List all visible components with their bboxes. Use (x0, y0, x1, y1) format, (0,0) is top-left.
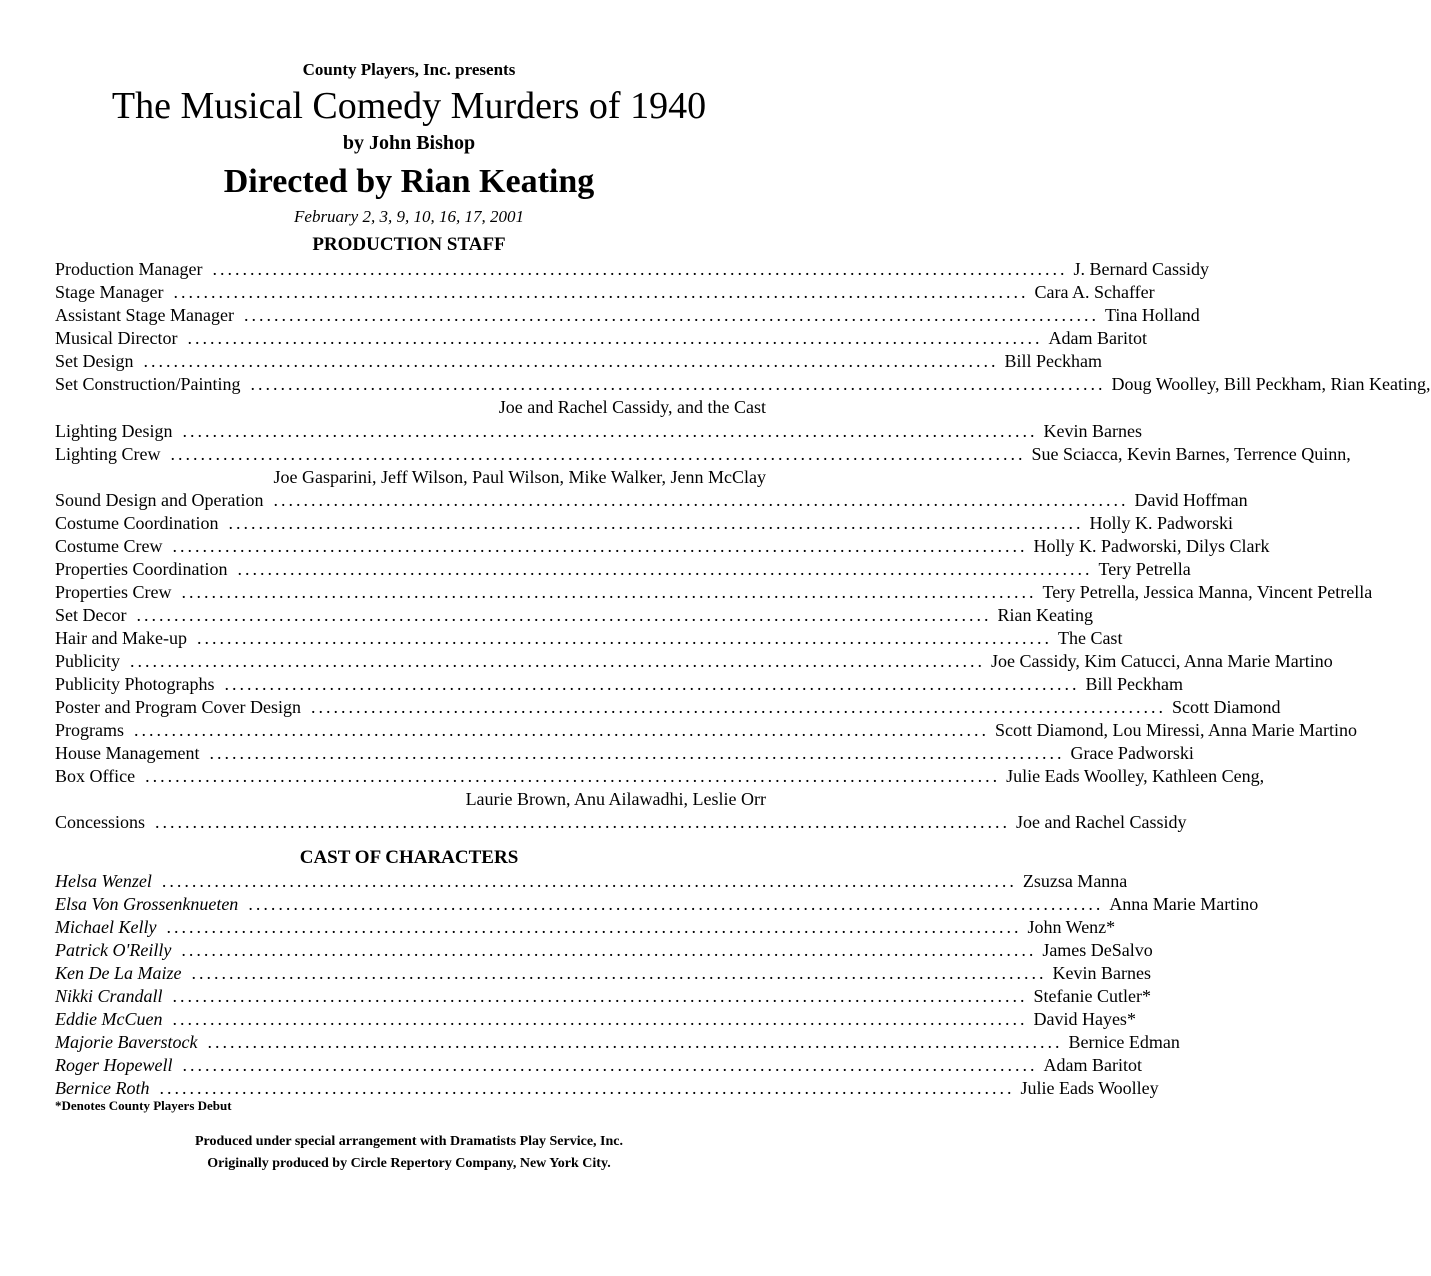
staff-name: Holly K. Padworski, Dilys Clark (1033, 536, 1270, 556)
character-name: Eddie McCuen (55, 1009, 163, 1029)
dot-leader: .................................................................................................................. (224, 674, 1080, 694)
staff-continuation: Joe Gasparini, Jeff Wilson, Paul Wilson, Mike Walker, Jenn McClay (273, 467, 766, 487)
character-name: Ken De La Maize (55, 963, 182, 983)
staff-role: Stage Manager (55, 282, 164, 302)
character-name: Elsa Von Grossenknueten (55, 894, 239, 914)
staff-role: House Management (55, 743, 200, 763)
staff-role: Box Office (55, 766, 136, 786)
cast-row (55, 1008, 1136, 1031)
dot-leader: .................................................................................................................. (243, 305, 1099, 325)
cast-row (55, 870, 1128, 893)
staff-role: Set Construction/Painting (55, 374, 241, 394)
dot-leader: .................................................................................................................. (187, 328, 1043, 348)
dot-leader: .................................................................................................................. (130, 651, 986, 671)
staff-name: Tina Holland (1104, 305, 1200, 325)
staff-role: Properties Crew (55, 582, 172, 602)
debut-note: *Denotes County Players Debut (55, 1098, 232, 1113)
staff-row (55, 489, 1248, 512)
cast-row (55, 962, 1151, 985)
staff-name: Tery Petrella (1098, 559, 1191, 579)
production-staff-heading: PRODUCTION STAFF (312, 234, 506, 255)
staff-row (55, 673, 1184, 696)
staff-row (55, 742, 1194, 765)
dot-leader: .................................................................................................................. (155, 812, 1010, 832)
staff-role: Musical Director (55, 328, 178, 348)
cast-row (55, 939, 1153, 962)
staff-name: Adam Baritot (1048, 328, 1147, 348)
staff-name: Cara A. Schaffer (1034, 282, 1155, 302)
staff-role: Set Design (55, 351, 134, 371)
dot-leader: .................................................................................................................. (136, 605, 992, 625)
staff-name: Bill Peckham (1004, 351, 1102, 371)
staff-name: J. Bernard Cassidy (1073, 259, 1209, 279)
cast-row (55, 985, 1151, 1008)
dot-leader: .................................................................................................................. (181, 582, 1037, 602)
staff-name: Bill Peckham (1085, 674, 1184, 694)
staff-row (55, 350, 1102, 373)
dot-leader: .................................................................................................................. (273, 490, 1129, 510)
author-line: by John Bishop (342, 132, 476, 154)
staff-role: Lighting Design (55, 421, 173, 441)
dot-leader: .................................................................................................................. (310, 697, 1166, 717)
staff-role: Set Decor (55, 605, 127, 625)
staff-row (55, 558, 1191, 581)
staff-name: Tery Petrella, Jessica Manna, Vincent Petrella (1042, 582, 1373, 602)
staff-row (55, 281, 1155, 304)
staff-row (55, 512, 1233, 535)
actor-name: Stefanie Cutler* (1033, 986, 1151, 1006)
cast-row (55, 1054, 1142, 1077)
staff-row (55, 420, 1142, 443)
character-name: Roger Hopewell (55, 1055, 173, 1075)
staff-role: Assistant Stage Manager (55, 305, 234, 325)
actor-name: Kevin Barnes (1052, 963, 1151, 983)
staff-row (55, 373, 1431, 396)
actor-name: Julie Eads Woolley (1020, 1078, 1159, 1098)
dot-leader: .................................................................................................................. (173, 282, 1029, 302)
actor-name: David Hayes* (1033, 1009, 1136, 1029)
staff-row (55, 581, 1373, 604)
play-title: The Musical Comedy Murders of 1940 (111, 85, 707, 127)
staff-name: The Cast (1057, 628, 1123, 648)
dot-leader: .................................................................................................................. (172, 986, 1028, 1006)
staff-name: Grace Padworski (1070, 743, 1194, 763)
cast-row (55, 916, 1116, 939)
staff-role: Hair and Make-up (55, 628, 187, 648)
staff-role: Publicity Photographs (55, 674, 215, 694)
cast-row (55, 893, 1259, 916)
staff-continuation: Joe and Rachel Cassidy, and the Cast (498, 397, 766, 417)
staff-name: David Hoffman (1134, 490, 1248, 510)
actor-name: Anna Marie Martino (1109, 894, 1259, 914)
staff-row (55, 696, 1281, 719)
actor-name: Zsuzsa Manna (1022, 871, 1128, 891)
staff-name: Scott Diamond (1171, 697, 1281, 717)
footer-line-2: Originally produced by Circle Repertory Company, New York City. (207, 1156, 611, 1171)
staff-name: Scott Diamond, Lou Miressi, Anna Marie Martino (995, 720, 1357, 740)
staff-row (55, 650, 1333, 673)
character-name: Helsa Wenzel (55, 871, 152, 891)
staff-name: Doug Woolley, Bill Peckham, Rian Keating, (1111, 374, 1431, 394)
staff-role: Properties Coordination (55, 559, 228, 579)
dot-leader: .................................................................................................................. (212, 259, 1068, 279)
dot-leader: .................................................................................................................. (209, 743, 1065, 763)
character-name: Patrick O'Reilly (55, 940, 172, 960)
dot-leader: .................................................................................................................. (134, 720, 989, 740)
staff-row (55, 765, 1265, 788)
staff-name: Joe Cassidy, Kim Catucci, Anna Marie Martino (991, 651, 1333, 671)
actor-name: Adam Baritot (1043, 1055, 1142, 1075)
footer-line-1: Produced under special arrangement with Dramatists Play Service, Inc. (195, 1134, 623, 1149)
staff-row (55, 719, 1357, 742)
dot-leader: .................................................................................................................. (237, 559, 1093, 579)
dot-leader: .................................................................................................................. (145, 766, 1001, 786)
actor-name: James DeSalvo (1042, 940, 1153, 960)
dot-leader: .................................................................................................................. (228, 513, 1084, 533)
dot-leader: .................................................................................................................. (170, 444, 1026, 464)
dot-leader: .................................................................................................................. (191, 963, 1047, 983)
dot-leader: .................................................................................................................. (196, 628, 1052, 648)
staff-role: Costume Crew (55, 536, 163, 556)
character-name: Michael Kelly (55, 917, 157, 937)
staff-name: Holly K. Padworski (1089, 513, 1233, 533)
dot-leader: .................................................................................................................. (182, 1055, 1038, 1075)
presenter-line: County Players, Inc. presents (302, 60, 516, 79)
dot-leader: .................................................................................................................. (172, 536, 1028, 556)
staff-name: Rian Keating (997, 605, 1093, 625)
dot-leader: .................................................................................................................. (172, 1009, 1028, 1029)
dot-leader: .................................................................................................................. (166, 917, 1022, 937)
dot-leader: .................................................................................................................. (159, 1078, 1015, 1098)
dot-leader: .................................................................................................................. (250, 374, 1106, 394)
staff-name: Julie Eads Woolley, Kathleen Ceng, (1006, 766, 1265, 786)
dot-leader: .................................................................................................................. (248, 894, 1104, 914)
cast-heading: CAST OF CHARACTERS (299, 847, 519, 868)
staff-row (55, 627, 1123, 650)
staff-row (55, 258, 1209, 281)
staff-role: Sound Design and Operation (55, 490, 264, 510)
staff-name: Kevin Barnes (1043, 421, 1142, 441)
character-name: Majorie Baverstock (55, 1032, 198, 1052)
character-name: Bernice Roth (55, 1078, 150, 1098)
staff-role: Programs (55, 720, 124, 740)
character-name: Nikki Crandall (55, 986, 163, 1006)
dot-leader: .................................................................................................................. (181, 940, 1037, 960)
director-line: Directed by Rian Keating (223, 163, 595, 200)
cast-row (55, 1031, 1180, 1054)
dot-leader: .................................................................................................................. (143, 351, 999, 371)
staff-row (55, 604, 1093, 627)
actor-name: Bernice Edman (1068, 1032, 1180, 1052)
staff-row (55, 811, 1187, 834)
staff-role: Lighting Crew (55, 444, 161, 464)
staff-continuation: Laurie Brown, Anu Ailawadhi, Leslie Orr (465, 789, 766, 809)
staff-role: Publicity (55, 651, 121, 671)
staff-name: Joe and Rachel Cassidy (1016, 812, 1187, 832)
staff-row (55, 304, 1200, 327)
staff-role: Concessions (55, 812, 145, 832)
cast-row (55, 1077, 1159, 1100)
staff-row (55, 327, 1147, 350)
actor-name: John Wenz* (1027, 917, 1116, 937)
dot-leader: .................................................................................................................. (207, 1032, 1063, 1052)
staff-row (55, 535, 1270, 558)
dot-leader: .................................................................................................................. (182, 421, 1038, 441)
staff-role: Production Manager (55, 259, 203, 279)
performance-dates: February 2, 3, 9, 10, 16, 17, 2001 (294, 207, 524, 226)
staff-role: Costume Coordination (55, 513, 219, 533)
staff-role: Poster and Program Cover Design (55, 697, 301, 717)
staff-name: Sue Sciacca, Kevin Barnes, Terrence Quinn, (1031, 444, 1351, 464)
dot-leader: .................................................................................................................. (161, 871, 1017, 891)
staff-row (55, 443, 1351, 466)
